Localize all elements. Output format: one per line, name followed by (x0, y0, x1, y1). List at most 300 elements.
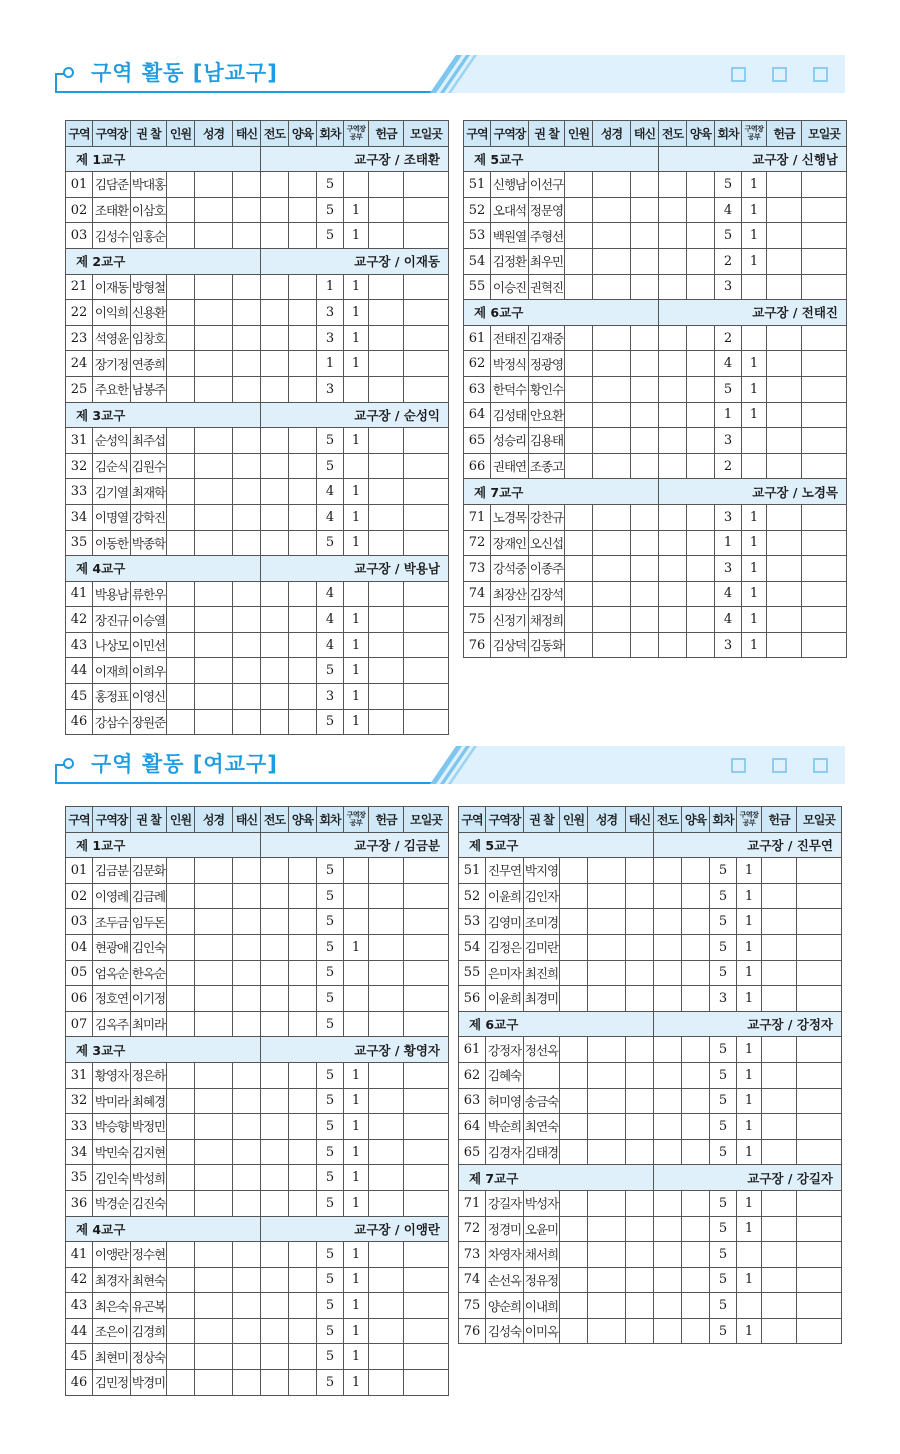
cell-leader: 성승리 (491, 428, 529, 454)
group-name: 제 1교구 (66, 146, 261, 172)
empty-cell (195, 300, 233, 326)
empty-cell (261, 934, 289, 960)
empty-cell (631, 530, 659, 556)
empty-cell (682, 1088, 710, 1114)
empty-cell (588, 1190, 626, 1216)
empty-cell (289, 1139, 317, 1165)
cell-hoecha: 2 (715, 453, 742, 479)
cell-no: 56 (459, 986, 486, 1012)
cell-leader: 김영미 (486, 909, 524, 935)
cell-study: 1 (742, 581, 767, 607)
cell-leader: 장진규 (93, 607, 131, 633)
empty-cell (167, 1344, 195, 1370)
cell-hoecha: 3 (715, 504, 742, 530)
empty-cell (167, 684, 195, 710)
empty-cell (369, 658, 404, 684)
cell-gwonchal: 박정민 (131, 1114, 167, 1140)
column-header: 회차 (710, 807, 737, 833)
empty-cell (233, 1242, 261, 1268)
empty-cell (289, 376, 317, 402)
table-row (66, 709, 449, 735)
cell-study: 1 (742, 530, 767, 556)
empty-cell (261, 1370, 289, 1396)
column-header: 인원 (167, 807, 195, 833)
empty-cell (289, 504, 317, 530)
empty-cell (626, 1139, 654, 1165)
group-leader: 교구장 / 박용남 (261, 556, 449, 582)
empty-cell (682, 909, 710, 935)
empty-cell (289, 1114, 317, 1140)
empty-cell (767, 248, 802, 274)
cell-hoecha: 5 (715, 172, 742, 198)
empty-cell (289, 453, 317, 479)
cell-study: 1 (737, 858, 762, 884)
cell-no: 45 (66, 684, 93, 710)
cell-no: 61 (464, 325, 491, 351)
cell-gwonchal: 최진희 (524, 960, 560, 986)
cell-leader: 정호연 (93, 986, 131, 1012)
empty-cell (687, 197, 715, 223)
cell-study: 1 (344, 1344, 369, 1370)
empty-cell (797, 1293, 842, 1319)
empty-cell (797, 1114, 842, 1140)
cell-gwonchal: 정광영 (529, 351, 565, 377)
empty-cell (195, 1011, 233, 1037)
empty-cell (565, 402, 593, 428)
empty-cell (404, 1318, 449, 1344)
cell-study: 1 (737, 1190, 762, 1216)
empty-cell (404, 1011, 449, 1037)
empty-cell (404, 1293, 449, 1319)
group-row (66, 556, 449, 582)
cell-gwonchal: 조미경 (524, 909, 560, 935)
empty-cell (631, 274, 659, 300)
empty-cell (404, 300, 449, 326)
column-header: 모일곳 (404, 121, 449, 147)
cell-leader: 허미영 (486, 1088, 524, 1114)
table-row (66, 632, 449, 658)
empty-cell (802, 351, 847, 377)
section-title: 구역 활동 [여교구] (91, 752, 278, 776)
empty-cell (654, 1293, 682, 1319)
cell-hoecha: 5 (317, 1344, 344, 1370)
empty-cell (687, 351, 715, 377)
table-row (66, 858, 449, 884)
empty-cell (195, 428, 233, 454)
group-name: 제 2교구 (66, 248, 261, 274)
cell-leader: 박용남 (93, 581, 131, 607)
cell-hoecha: 5 (317, 223, 344, 249)
cell-study: 1 (737, 1088, 762, 1114)
cell-leader: 양순희 (486, 1293, 524, 1319)
empty-cell (261, 1190, 289, 1216)
empty-cell (404, 325, 449, 351)
empty-cell (631, 248, 659, 274)
cell-gwonchal: 강학진 (131, 504, 167, 530)
cell-study: 1 (737, 1216, 762, 1242)
empty-cell (369, 376, 404, 402)
empty-cell (261, 1139, 289, 1165)
cell-hoecha: 5 (317, 1165, 344, 1191)
cell-study: 1 (344, 658, 369, 684)
empty-cell (167, 909, 195, 935)
empty-cell (167, 709, 195, 735)
cell-leader: 정경미 (486, 1216, 524, 1242)
cell-hoecha: 5 (710, 1037, 737, 1063)
empty-cell (767, 556, 802, 582)
cell-hoecha: 5 (710, 1242, 737, 1268)
cell-leader: 현광애 (93, 934, 131, 960)
empty-cell (167, 607, 195, 633)
empty-cell (687, 581, 715, 607)
cell-no: 46 (66, 709, 93, 735)
cell-hoecha: 5 (317, 1011, 344, 1037)
empty-cell (687, 607, 715, 633)
empty-cell (289, 658, 317, 684)
table-row (66, 934, 449, 960)
cell-gwonchal: 김동화 (529, 632, 565, 658)
table-row (464, 223, 847, 249)
cell-study: 1 (742, 351, 767, 377)
empty-cell (802, 223, 847, 249)
empty-cell (369, 351, 404, 377)
empty-cell (289, 197, 317, 223)
empty-cell (261, 223, 289, 249)
column-header: 권 찰 (524, 807, 560, 833)
cell-study: 1 (344, 1139, 369, 1165)
empty-cell (593, 197, 631, 223)
cell-study (344, 960, 369, 986)
empty-cell (797, 1216, 842, 1242)
cell-no: 45 (66, 1344, 93, 1370)
cell-no: 22 (66, 300, 93, 326)
group-row (464, 479, 847, 505)
empty-cell (233, 581, 261, 607)
cell-no: 03 (66, 223, 93, 249)
cell-gwonchal: 최우민 (529, 248, 565, 274)
cell-no: 41 (66, 581, 93, 607)
empty-cell (659, 325, 687, 351)
empty-cell (631, 351, 659, 377)
group-row (66, 146, 449, 172)
empty-cell (289, 1267, 317, 1293)
cell-leader: 김정은 (486, 934, 524, 960)
empty-cell (233, 1344, 261, 1370)
cell-leader: 김상덕 (491, 632, 529, 658)
empty-cell (233, 1062, 261, 1088)
column-header: 구역장 공부 (344, 121, 369, 147)
column-header: 구역장 (93, 807, 131, 833)
empty-cell (560, 1293, 588, 1319)
cell-no: 43 (66, 1293, 93, 1319)
empty-cell (195, 883, 233, 909)
empty-cell (626, 858, 654, 884)
empty-cell (682, 1037, 710, 1063)
cell-hoecha: 3 (317, 300, 344, 326)
empty-cell (560, 1318, 588, 1344)
empty-cell (797, 1318, 842, 1344)
cell-gwonchal: 이미옥 (524, 1318, 560, 1344)
table-row (66, 1062, 449, 1088)
empty-cell (289, 1344, 317, 1370)
cell-study (344, 986, 369, 1012)
empty-cell (626, 986, 654, 1012)
cell-leader: 김정환 (491, 248, 529, 274)
empty-cell (195, 530, 233, 556)
cell-leader: 노경목 (491, 504, 529, 530)
empty-cell (767, 632, 802, 658)
cell-hoecha: 5 (317, 1114, 344, 1140)
cell-leader: 김경자 (486, 1139, 524, 1165)
empty-cell (626, 1114, 654, 1140)
empty-cell (404, 1114, 449, 1140)
empty-cell (261, 504, 289, 530)
roster-table-women-left (65, 806, 449, 1396)
empty-cell (560, 986, 588, 1012)
table-row (459, 934, 842, 960)
empty-cell (802, 504, 847, 530)
column-header: 회차 (317, 807, 344, 833)
cell-study: 1 (737, 1062, 762, 1088)
empty-cell (261, 1318, 289, 1344)
empty-cell (654, 1242, 682, 1268)
cell-study: 1 (344, 1370, 369, 1396)
empty-cell (565, 351, 593, 377)
empty-cell (565, 607, 593, 633)
empty-cell (261, 453, 289, 479)
cell-study (737, 1293, 762, 1319)
empty-cell (369, 197, 404, 223)
empty-cell (404, 504, 449, 530)
cell-study: 1 (742, 223, 767, 249)
empty-cell (593, 325, 631, 351)
table-header-row (459, 807, 842, 833)
empty-cell (404, 223, 449, 249)
empty-cell (687, 325, 715, 351)
empty-cell (687, 453, 715, 479)
cell-hoecha: 3 (317, 325, 344, 351)
empty-cell (560, 858, 588, 884)
empty-cell (261, 197, 289, 223)
empty-cell (687, 172, 715, 198)
cell-study (742, 274, 767, 300)
empty-cell (369, 1242, 404, 1268)
column-header: 구역 (464, 121, 491, 147)
empty-cell (802, 632, 847, 658)
cell-study (742, 325, 767, 351)
table-row (66, 376, 449, 402)
cell-study (742, 428, 767, 454)
cell-no: 64 (464, 402, 491, 428)
cell-study: 1 (742, 556, 767, 582)
cell-gwonchal: 임두돈 (131, 909, 167, 935)
empty-cell (289, 960, 317, 986)
empty-cell (797, 909, 842, 935)
cell-gwonchal: 임홍순 (131, 223, 167, 249)
empty-cell (560, 883, 588, 909)
empty-cell (626, 1062, 654, 1088)
table-row (459, 1293, 842, 1319)
table-row (66, 453, 449, 479)
empty-cell (682, 1216, 710, 1242)
cell-no: 07 (66, 1011, 93, 1037)
empty-cell (687, 248, 715, 274)
cell-study: 1 (344, 197, 369, 223)
cell-no: 75 (464, 607, 491, 633)
empty-cell (233, 684, 261, 710)
cell-gwonchal: 정수현 (131, 1242, 167, 1268)
empty-cell (233, 1190, 261, 1216)
cell-gwonchal: 권혁진 (529, 274, 565, 300)
cell-no: 53 (464, 223, 491, 249)
cell-gwonchal: 김원수 (131, 453, 167, 479)
cell-study: 1 (344, 1267, 369, 1293)
group-leader: 교구장 / 강정자 (654, 1011, 842, 1037)
square-icon (813, 758, 828, 773)
empty-cell (369, 909, 404, 935)
empty-cell (659, 556, 687, 582)
empty-cell (369, 1011, 404, 1037)
group-row (66, 1216, 449, 1242)
empty-cell (167, 858, 195, 884)
empty-cell (654, 1190, 682, 1216)
cell-gwonchal: 김지현 (131, 1139, 167, 1165)
cell-gwonchal: 최재학 (131, 479, 167, 505)
cell-study: 1 (737, 1267, 762, 1293)
cell-leader: 백원열 (491, 223, 529, 249)
empty-cell (565, 556, 593, 582)
column-header: 성경 (588, 807, 626, 833)
empty-cell (289, 607, 317, 633)
cell-leader: 장기정 (93, 351, 131, 377)
empty-cell (802, 172, 847, 198)
empty-cell (593, 556, 631, 582)
empty-cell (195, 1114, 233, 1140)
table-row (66, 274, 449, 300)
empty-cell (802, 453, 847, 479)
empty-cell (802, 402, 847, 428)
empty-cell (593, 632, 631, 658)
cell-gwonchal: 박경미 (131, 1370, 167, 1396)
cell-hoecha: 5 (317, 709, 344, 735)
empty-cell (560, 1216, 588, 1242)
empty-cell (654, 1062, 682, 1088)
group-row (464, 146, 847, 172)
empty-cell (261, 1242, 289, 1268)
empty-cell (797, 883, 842, 909)
empty-cell (659, 274, 687, 300)
empty-cell (767, 376, 802, 402)
cell-gwonchal: 정은하 (131, 1062, 167, 1088)
cell-no: 21 (66, 274, 93, 300)
empty-cell (631, 428, 659, 454)
empty-cell (289, 1011, 317, 1037)
empty-cell (588, 1216, 626, 1242)
empty-cell (654, 1114, 682, 1140)
empty-cell (233, 453, 261, 479)
empty-cell (802, 274, 847, 300)
empty-cell (404, 1242, 449, 1268)
empty-cell (369, 1062, 404, 1088)
empty-cell (369, 1165, 404, 1191)
group-name: 제 6교구 (459, 1011, 654, 1037)
empty-cell (767, 428, 802, 454)
empty-cell (682, 934, 710, 960)
empty-cell (767, 172, 802, 198)
empty-cell (404, 197, 449, 223)
empty-cell (167, 504, 195, 530)
table-row (464, 274, 847, 300)
empty-cell (167, 428, 195, 454)
cell-hoecha: 5 (317, 1293, 344, 1319)
empty-cell (659, 351, 687, 377)
empty-cell (404, 632, 449, 658)
empty-cell (404, 1190, 449, 1216)
empty-cell (404, 934, 449, 960)
table-row (464, 632, 847, 658)
cell-study (344, 376, 369, 402)
cell-leader: 김순식 (93, 453, 131, 479)
group-leader: 교구장 / 이재동 (261, 248, 449, 274)
column-header: 권 찰 (529, 121, 565, 147)
empty-cell (195, 986, 233, 1012)
empty-cell (167, 325, 195, 351)
column-header: 양육 (289, 121, 317, 147)
cell-hoecha: 1 (715, 530, 742, 556)
cell-gwonchal: 채서희 (524, 1242, 560, 1268)
empty-cell (261, 1293, 289, 1319)
table-row (66, 1242, 449, 1268)
cell-study: 1 (742, 376, 767, 402)
cell-gwonchal: 최경미 (524, 986, 560, 1012)
cell-study: 1 (344, 1242, 369, 1268)
cell-leader: 김담준 (93, 172, 131, 198)
group-row (459, 832, 842, 858)
cell-leader: 석영윤 (93, 325, 131, 351)
cell-hoecha: 5 (317, 530, 344, 556)
empty-cell (261, 684, 289, 710)
cell-hoecha: 5 (710, 1139, 737, 1165)
empty-cell (369, 1293, 404, 1319)
cell-study: 1 (344, 607, 369, 633)
empty-cell (682, 1267, 710, 1293)
group-row (66, 248, 449, 274)
group-name: 제 7교구 (464, 479, 659, 505)
empty-cell (289, 172, 317, 198)
table-row (464, 402, 847, 428)
empty-cell (167, 1011, 195, 1037)
empty-cell (687, 274, 715, 300)
empty-cell (404, 986, 449, 1012)
empty-cell (565, 428, 593, 454)
empty-cell (289, 1165, 317, 1191)
cell-study: 1 (742, 402, 767, 428)
cell-hoecha: 5 (317, 1318, 344, 1344)
cell-hoecha: 5 (317, 1267, 344, 1293)
group-leader: 교구장 / 이앵란 (261, 1216, 449, 1242)
cell-hoecha: 5 (317, 934, 344, 960)
empty-cell (762, 883, 797, 909)
empty-cell (631, 223, 659, 249)
cell-gwonchal: 한옥순 (131, 960, 167, 986)
cell-no: 44 (66, 658, 93, 684)
cell-no: 75 (459, 1293, 486, 1319)
cell-leader: 이익희 (93, 300, 131, 326)
cell-gwonchal: 박지영 (524, 858, 560, 884)
column-header: 전도 (659, 121, 687, 147)
cell-study: 1 (344, 1062, 369, 1088)
cell-no: 54 (459, 934, 486, 960)
